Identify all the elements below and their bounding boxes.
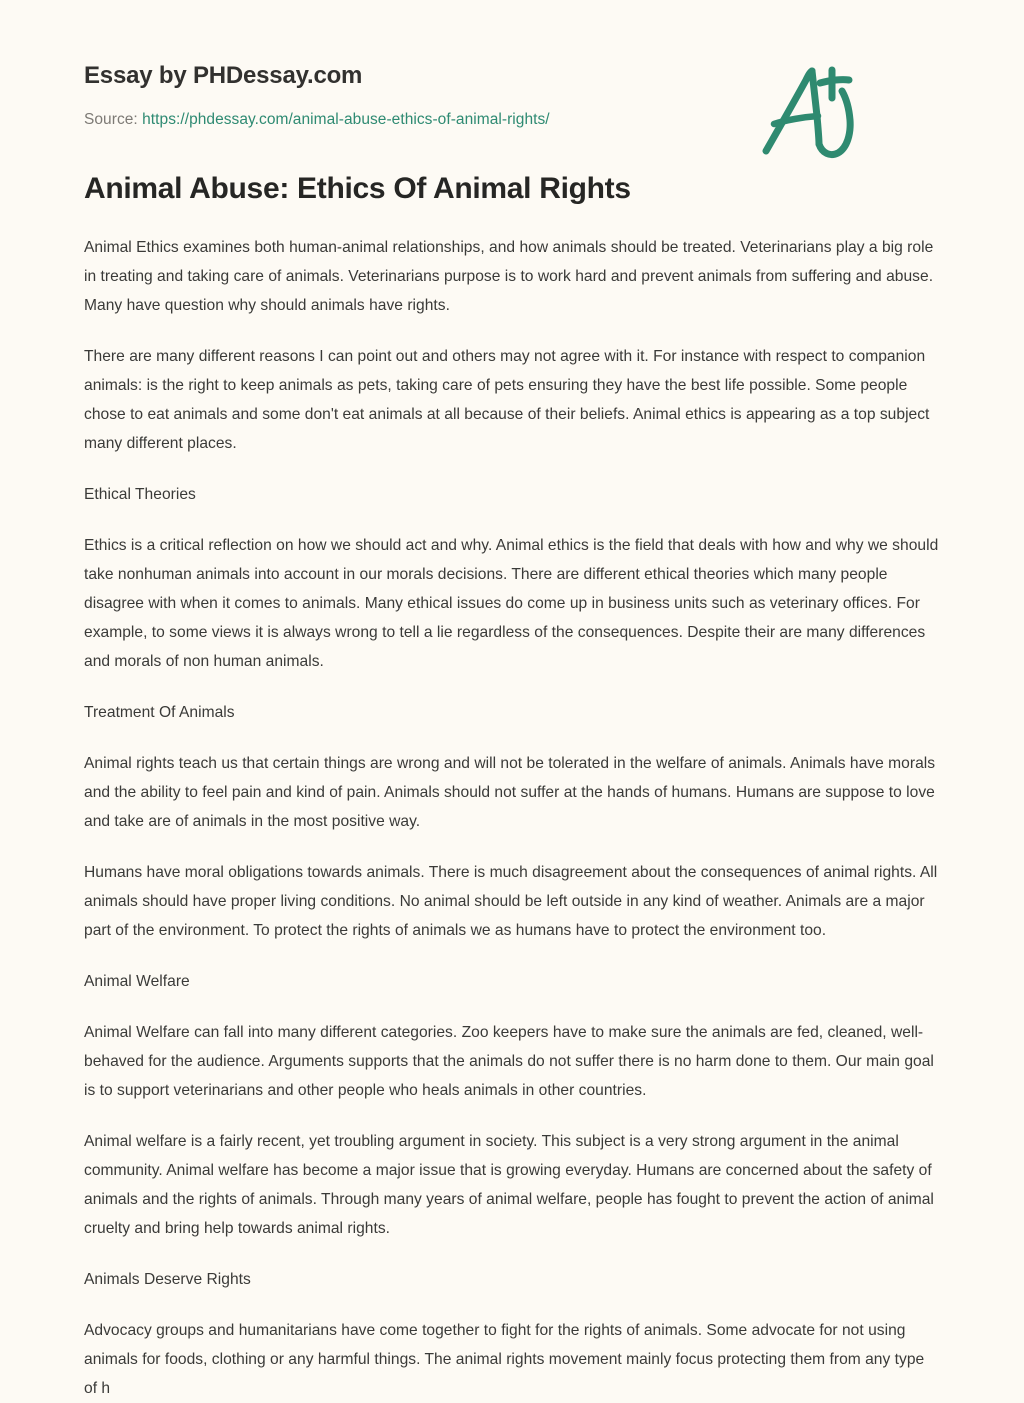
source-url-link[interactable]: https://phdessay.com/animal-abuse-ethics-of-animal-rights/ <box>142 110 550 128</box>
section-heading: Animal Welfare <box>84 973 190 991</box>
section-heading: Treatment Of Animals <box>84 704 235 722</box>
source-line <box>84 110 940 130</box>
body-paragraph: Advocacy groups and humanitarians have come together to fight for the rights of animals. Some advocate for not using animals for foods, clothing or any harmful things. The animal rights movement mainly focus protecting them from any type of h <box>84 1322 925 1398</box>
document-header <box>84 0 940 130</box>
body-paragraph: Animal Ethics examines both human-animal relationships, and how animals should be treated. Veterinarians play a big role in treating and taking care of animals. Veterinarians purpose is to work hard and prevent animals from suffering and abuse. Many have question why should animals have rights. <box>84 239 934 315</box>
body-paragraph: Animal welfare is a fairly recent, yet troubling argument in society. This subject is a very strong argument in the animal community. Animal welfare has become a major issue that is growing everyday. Humans are concerned about the safety of animals and the rights of animals. Through many years of animal welfare, people has fought to prevent the action of animal cruelty and bring help towards animal rights. <box>84 1133 934 1238</box>
brand-title: Essay by PHDessay.com <box>84 62 363 89</box>
section-heading: Ethical Theories <box>84 486 196 504</box>
body-paragraph: Humans have moral obligations towards animals. There is much disagreement about the consequences of animal rights. All animals should have proper living conditions. No animal should be left outside in any kind of weather. Animals are a major part of the environment. To protect the rights of animals we as humans have to protect the environment too. <box>84 864 938 940</box>
body-paragraph: There are many different reasons I can point out and others may not agree with it. For instance with respect to companion animals: is the right to keep animals as pets, taking care of pets ensuring they have the best life possible. Some people chose to eat animals and some don't eat animals at all because of their beliefs. Animal ethics is appearing as a top subject many different places. <box>84 348 930 453</box>
article <box>84 130 940 1403</box>
body-paragraph: Animal rights teach us that certain things are wrong and will not be tolerated in the welfare of animals. Animals have morals and the ability to feel pain and kind of pain. Animals should not suffer at the hands of humans. Humans are suppose to love and take are of animals in the most positive way. <box>84 755 936 831</box>
article-body <box>84 233 940 1403</box>
body-paragraph: Animal Welfare can fall into many different categories. Zoo keepers have to make sure the animals are fed, cleaned, well-behaved for the audience. Arguments supports that the animals do not suffer there is no harm done to them. Our main goal is to support veterinarians and other people who heals animals in other countries. <box>84 1024 934 1100</box>
body-paragraph: Ethics is a critical reflection on how we should act and why. Animal ethics is the field that deals with how and why we should take nonhuman animals into account in our morals decisions. There are different ethical theories which many people disagree with when it comes to animals. Many ethical issues do come up in business units such as veterinary offices. For example, to some views it is always wrong to tell a lie regardless of the consequences. Despite their are many differences and morals of non human animals. <box>84 537 939 671</box>
source-label: Source: <box>84 110 138 128</box>
section-heading: Animals Deserve Rights <box>84 1271 251 1289</box>
page-title: Animal Abuse: Ethics Of Animal Rights <box>84 171 631 205</box>
